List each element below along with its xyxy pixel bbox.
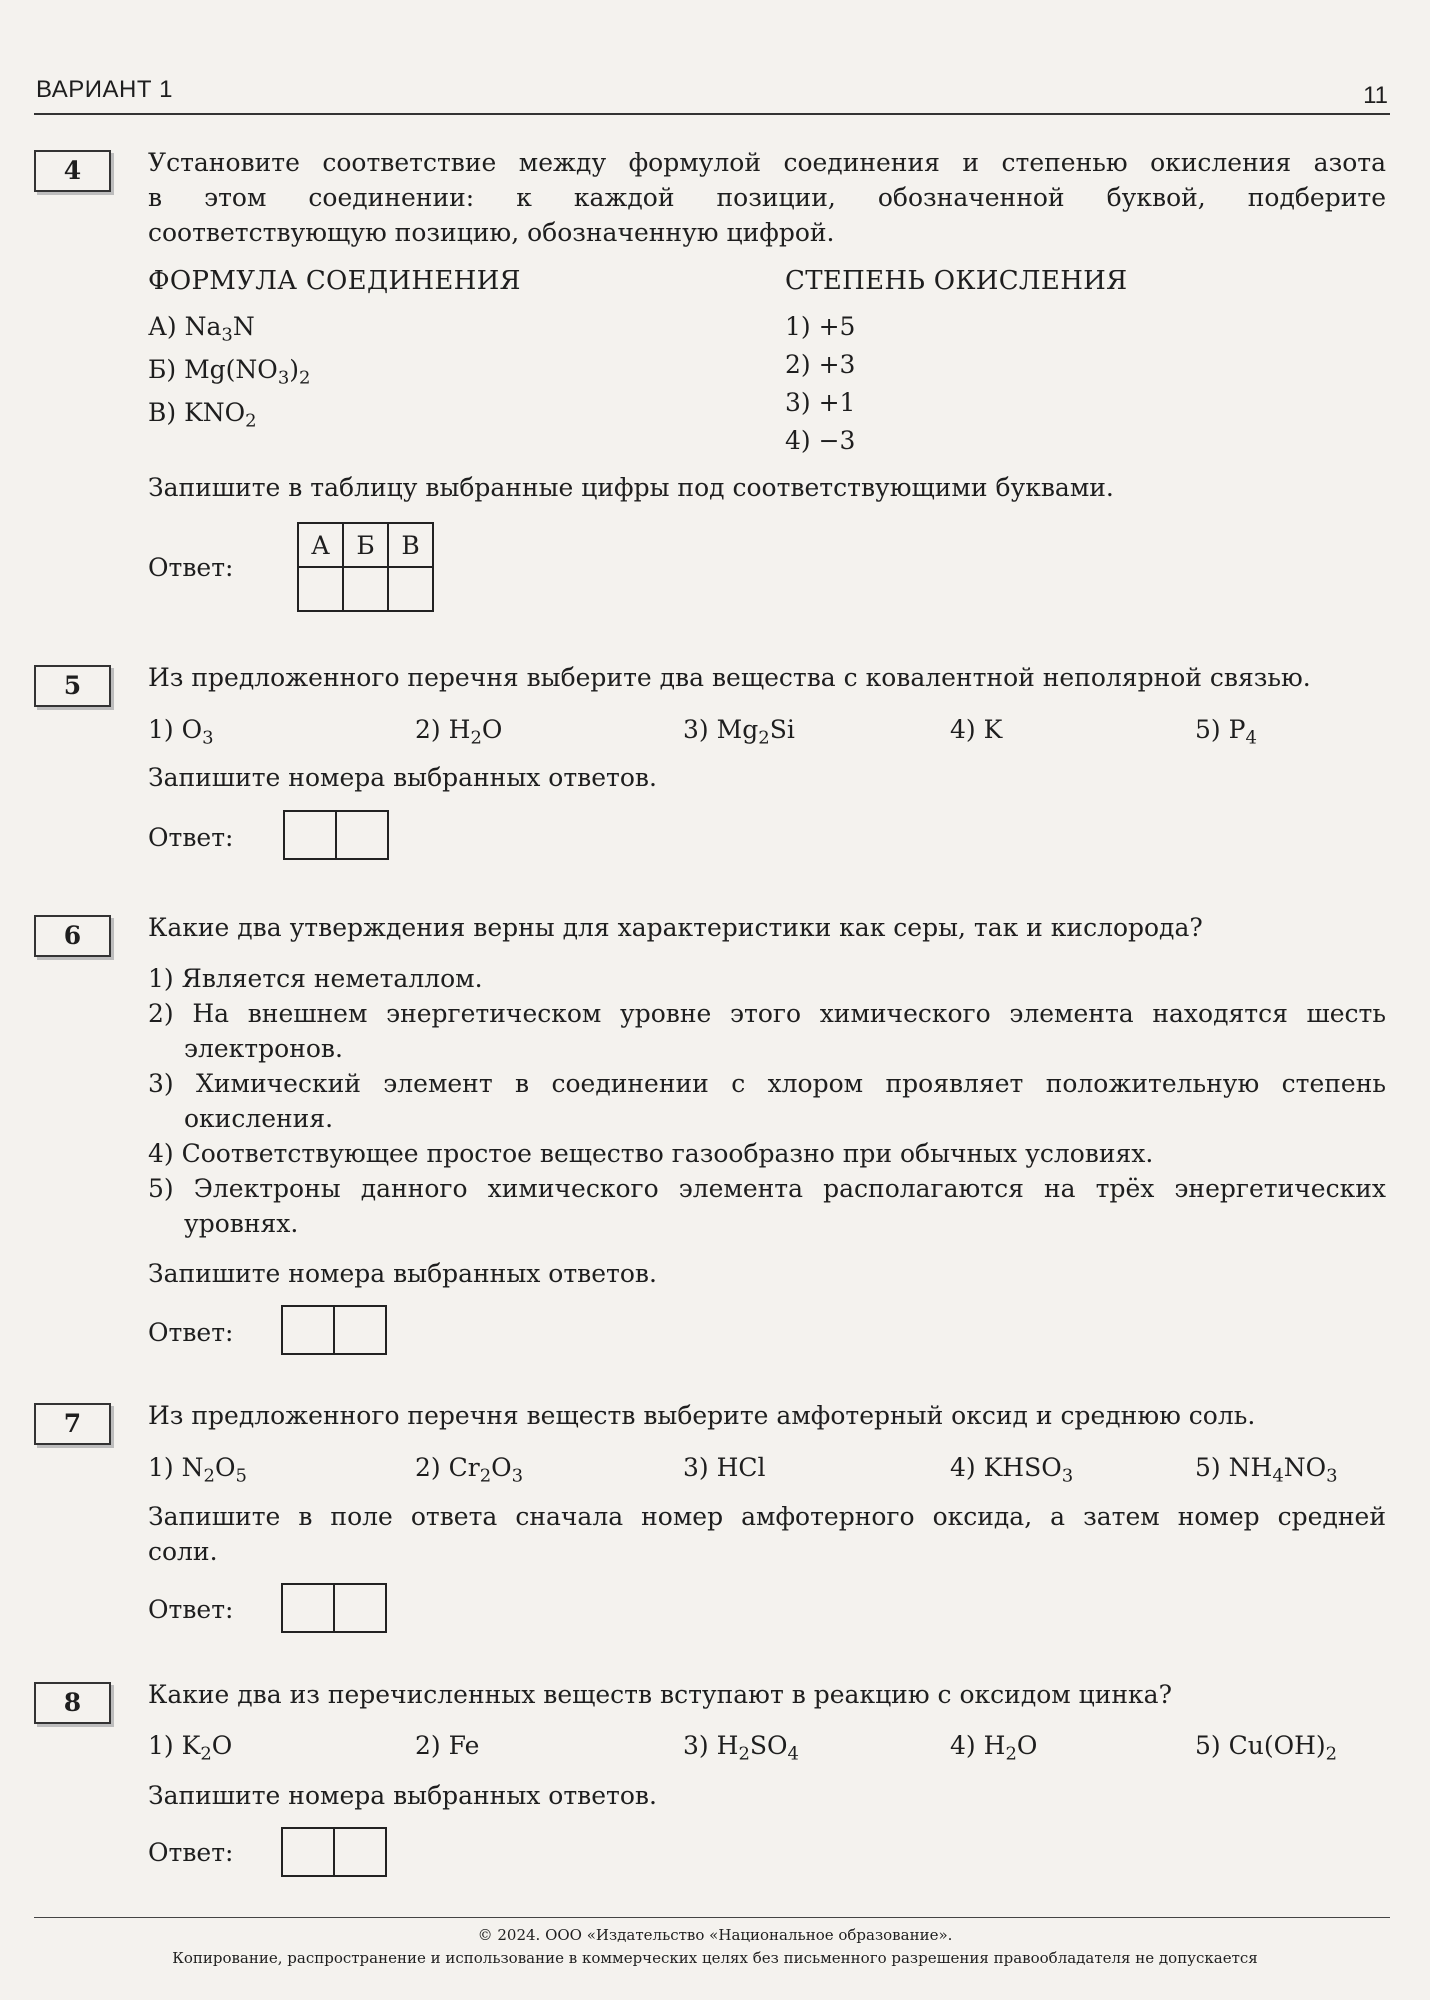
- answer-cell[interactable]: [335, 1585, 385, 1631]
- task8-answer-box: [281, 1827, 387, 1877]
- task4-answer-table: [297, 522, 434, 612]
- answer-cell[interactable]: [337, 812, 387, 858]
- task8-option: 1) $K_2O$: [148, 1731, 233, 1765]
- answer-table-header: А: [298, 523, 343, 567]
- task5-question: Из предложенного перечня выберите два вещества с ковалентной неполярной связью.: [148, 663, 1311, 692]
- task7-answer-label: Ответ:: [148, 1595, 234, 1624]
- task5-option: 1) $O_3$: [148, 715, 214, 749]
- task4-answer-label: Ответ:: [148, 553, 234, 582]
- task8-answer-label: Ответ:: [148, 1838, 234, 1867]
- footer-copyright: © 2024. ООО «Издательство «Национальное образование».: [477, 1926, 953, 1944]
- task-number-box: 6: [34, 915, 111, 957]
- task4-left-item: Б) $Mg(NO_3)_2$: [148, 355, 311, 389]
- task8-instruction: Запишите номера выбранных ответов.: [148, 1781, 657, 1810]
- task4-intro-line1: Установите соответствие между формулой соединения и степенью окисления азота: [148, 148, 1386, 177]
- task6-item: 1) Является неметаллом.: [148, 964, 483, 993]
- task6-item-continuation: окисления.: [184, 1104, 334, 1133]
- answer-cell[interactable]: [283, 1307, 335, 1353]
- task6-item-continuation: уровнях.: [184, 1209, 299, 1238]
- task5-answer-box: [283, 810, 389, 860]
- task6-question: Какие два утверждения верны для характеристики как серы, так и кислорода?: [148, 913, 1203, 942]
- task6-item-continuation: электронов.: [184, 1034, 343, 1063]
- task5-option: 4) K: [950, 715, 1003, 744]
- task7-answer-box: [281, 1583, 387, 1633]
- task5-option: 5) $P_4$: [1195, 715, 1257, 749]
- task6-item: 5) Электроны данного химического элемента располагаются на трёх энергетических: [148, 1174, 1386, 1203]
- answer-cell[interactable]: [283, 1585, 335, 1631]
- task4-left-item: В) $KNO_2$: [148, 398, 257, 432]
- footer-divider: [34, 1917, 1390, 1918]
- task4-intro-line3: соответствующую позицию, обозначенную цифрой.: [148, 218, 835, 247]
- task6-item: 2) На внешнем энергетическом уровне этого химического элемента находятся шесть: [148, 999, 1386, 1028]
- task8-option: 2) Fe: [415, 1731, 480, 1760]
- task5-instruction: Запишите номера выбранных ответов.: [148, 763, 657, 792]
- task8-option: 4) $H_2O$: [950, 1731, 1038, 1765]
- task6-answer-box: [281, 1305, 387, 1355]
- task6-item: 3) Химический элемент в соединении с хлором проявляет положительную степень: [148, 1069, 1386, 1098]
- task4-right-item: 3) +1: [785, 388, 856, 417]
- answer-cell[interactable]: [335, 1829, 385, 1875]
- answer-cell[interactable]: [388, 567, 433, 611]
- task-number-box: 5: [34, 665, 111, 707]
- task4-right-item: 1) +5: [785, 312, 856, 341]
- answer-cell[interactable]: [283, 1829, 335, 1875]
- task-number-box: 4: [34, 150, 111, 192]
- answer-table-header: Б: [343, 523, 388, 567]
- page-number: 11: [1363, 82, 1388, 109]
- task7-option: 4) $KHSO_3$: [950, 1453, 1074, 1487]
- task8-option: 5) $Cu(OH)_2$: [1195, 1731, 1338, 1765]
- task4-right-item: 4) −3: [785, 426, 856, 455]
- task5-option: 3) $Mg_2Si$: [683, 715, 795, 749]
- task6-instruction: Запишите номера выбранных ответов.: [148, 1259, 657, 1288]
- task7-question: Из предложенного перечня веществ выберите амфотерный оксид и среднюю соль.: [148, 1401, 1256, 1430]
- task-number-box: 7: [34, 1403, 111, 1445]
- answer-cell[interactable]: [285, 812, 337, 858]
- task4-intro-line2: в этом соединении: к каждой позиции, обозначенной буквой, подберите: [148, 183, 1386, 212]
- task6-answer-label: Ответ:: [148, 1318, 234, 1347]
- task6-item: 4) Соответствующее простое вещество газообразно при обычных условиях.: [148, 1139, 1154, 1168]
- task5-answer-label: Ответ:: [148, 823, 234, 852]
- answer-cell[interactable]: [335, 1307, 385, 1353]
- task5-option: 2) $H_2O$: [415, 715, 503, 749]
- task7-option: 5) $NH_4NO_3$: [1195, 1453, 1338, 1487]
- task4-left-item: А) $Na_3N$: [148, 312, 255, 346]
- answer-cell[interactable]: [343, 567, 388, 611]
- footer-notice: Копирование, распространение и использование в коммерческих целях без письменного разрешения правообладателя не допускается: [172, 1949, 1258, 1967]
- header-divider: [34, 113, 1390, 115]
- task7-instruction-line1: Запишите в поле ответа сначала номер амфотерного оксида, а затем номер средней: [148, 1502, 1386, 1531]
- task4-right-heading: СТЕПЕНЬ ОКИСЛЕНИЯ: [785, 266, 1128, 296]
- task8-option: 3) $H_2SO_4$: [683, 1731, 799, 1765]
- task7-option: 3) HCl: [683, 1453, 766, 1482]
- variant-label: ВАРИАНТ 1: [36, 76, 173, 103]
- task-number-box: 8: [34, 1682, 111, 1724]
- task4-instruction: Запишите в таблицу выбранные цифры под соответствующими буквами.: [148, 473, 1114, 502]
- task4-right-item: 2) +3: [785, 350, 856, 379]
- task7-instruction-line2: соли.: [148, 1537, 218, 1566]
- answer-cell[interactable]: [298, 567, 343, 611]
- task4-left-heading: ФОРМУЛА СОЕДИНЕНИЯ: [148, 266, 521, 296]
- task7-option: 2) $Cr_2O_3$: [415, 1453, 524, 1487]
- task7-option: 1) $N_2O_5$: [148, 1453, 247, 1487]
- task8-question: Какие два из перечисленных веществ вступают в реакцию с оксидом цинка?: [148, 1680, 1172, 1709]
- answer-table-header: В: [388, 523, 433, 567]
